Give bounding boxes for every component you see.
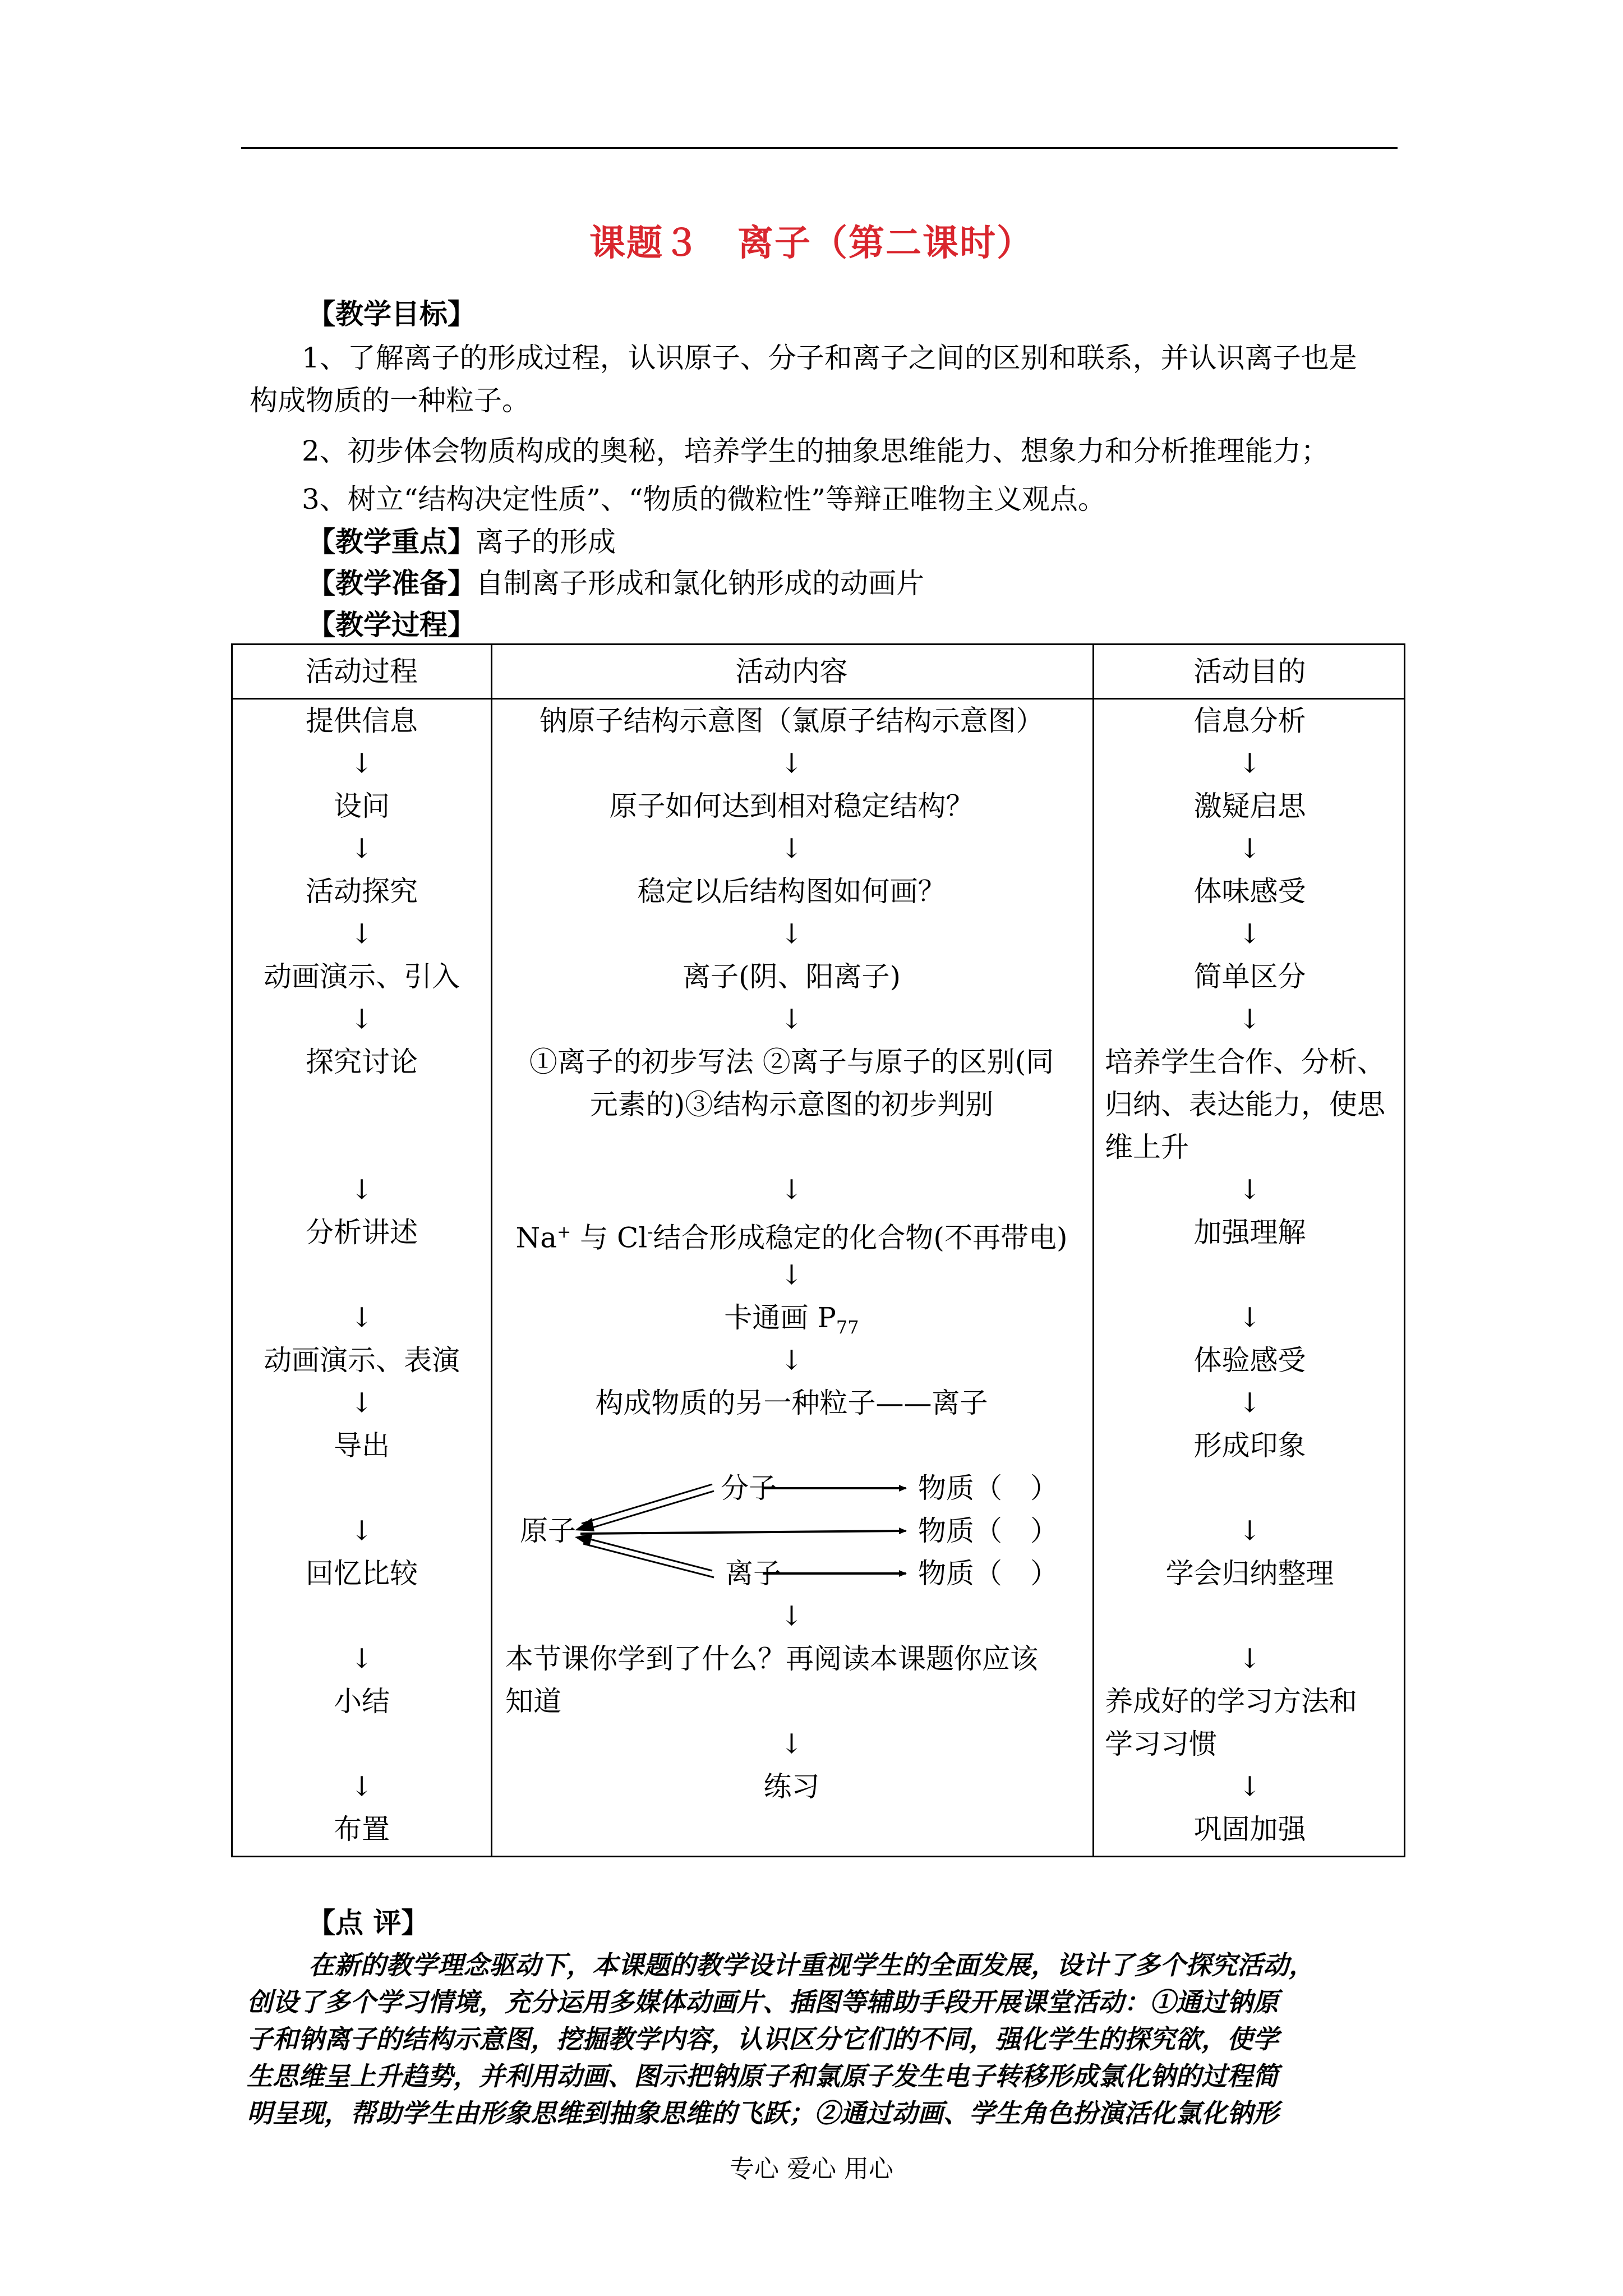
- activity-content: 练习: [763, 1770, 820, 1803]
- activity-purpose: 归纳、表达能力，使思: [1105, 1088, 1385, 1121]
- activity-content: ①离子的初步写法 ②离子与原子的区别(同: [529, 1046, 1054, 1078]
- down-arrow-icon: ↓: [350, 1771, 374, 1802]
- diagram-ion: 离子: [725, 1557, 781, 1590]
- down-arrow-icon: ↓: [1238, 1771, 1261, 1802]
- down-arrow-icon: ↓: [1238, 1387, 1261, 1419]
- process-step: 探究讨论: [306, 1046, 418, 1078]
- down-arrow-icon: ↓: [780, 1259, 803, 1291]
- page-title: 课题３ 离子（第二课时）: [589, 222, 1034, 264]
- objective-3: 3、树立“结构决定性质”、“物质的微粒性”等辩正唯物主义观点。: [302, 483, 1106, 516]
- table-header-process: 活动过程: [306, 655, 418, 688]
- activity-purpose: 体验感受: [1193, 1344, 1306, 1377]
- activity-purpose: 加强理解: [1193, 1216, 1306, 1249]
- activity-purpose: 养成好的学习方法和: [1105, 1685, 1357, 1718]
- activity-content: 钠原子结构示意图（氯原子结构示意图）: [539, 705, 1044, 737]
- atom-to-matter-arrow: [580, 1531, 906, 1534]
- activity-purpose: 简单区分: [1193, 960, 1306, 993]
- review-line: 明呈现，帮助学生由形象思维到抽象思维的飞跃；②通过动画、学生角色扮演活化氯化钠形: [247, 2098, 1279, 2128]
- process-step: 布置: [334, 1813, 390, 1846]
- down-arrow-icon: ↓: [1238, 1302, 1261, 1333]
- activity-table: [231, 643, 1405, 1857]
- down-arrow-icon: ↓: [1238, 1515, 1261, 1547]
- down-arrow-icon: ↓: [350, 1174, 374, 1205]
- down-arrow-icon: ↓: [1238, 748, 1261, 779]
- activity-purpose: 维上升: [1105, 1131, 1189, 1163]
- activity-purpose: 体味感受: [1193, 875, 1306, 908]
- process-step: 设问: [334, 790, 390, 822]
- activity-purpose: 信息分析: [1193, 705, 1306, 737]
- diagram-atom: 原子: [520, 1515, 576, 1547]
- down-arrow-icon: ↓: [350, 833, 374, 864]
- chloride-symbol: 与 Cl: [571, 1221, 648, 1254]
- activity-content: 本节课你学到了什么？再阅读本课题你应该: [505, 1642, 1038, 1675]
- key-point-text: 离子的形成: [476, 526, 616, 558]
- process-step: 动画演示、引入: [264, 960, 460, 993]
- down-arrow-icon: ↓: [780, 918, 803, 950]
- down-arrow-icon: ↓: [1238, 1004, 1261, 1035]
- down-arrow-icon: ↓: [780, 1345, 803, 1376]
- activity-content: 元素的)③结构示意图的初步判别: [589, 1088, 994, 1121]
- activity-purpose: 学习习惯: [1105, 1728, 1217, 1760]
- activity-content: 稳定以后结构图如何画？: [637, 875, 946, 908]
- page-footer: 专心 爱心 用心: [730, 2155, 893, 2183]
- activity-content: 原子如何达到相对稳定结构？: [609, 790, 974, 822]
- activity-content: 构成物质的另一种粒子——离子: [595, 1387, 988, 1419]
- review-line: 在新的教学理念驱动下，本课题的教学设计重视学生的全面发展，设计了多个探究活动，: [308, 1950, 1315, 1980]
- preparation-label: 【教学准备】: [307, 567, 476, 600]
- page-number: 77: [836, 1317, 859, 1338]
- atom-molecule-double-arrow: [575, 1484, 714, 1531]
- header-rule: [241, 147, 1398, 149]
- diagram-matter: 物质（ ）: [918, 1472, 1058, 1504]
- preparation: [307, 562, 924, 605]
- atom-ion-double-arrow: [575, 1533, 714, 1577]
- down-arrow-icon: ↓: [350, 1302, 374, 1333]
- down-arrow-icon: ↓: [350, 1643, 374, 1674]
- process-step: 动画演示、表演: [264, 1344, 460, 1377]
- process-step: 导出: [334, 1429, 390, 1462]
- down-arrow-icon: ↓: [1238, 833, 1261, 864]
- down-arrow-icon: ↓: [1238, 1174, 1261, 1205]
- activity-purpose: 形成印象: [1193, 1429, 1306, 1462]
- down-arrow-icon: ↓: [780, 833, 803, 864]
- down-arrow-icon: ↓: [350, 1387, 374, 1419]
- process-step: 回忆比较: [306, 1557, 418, 1590]
- sodium-ion-symbol: Na: [515, 1221, 557, 1254]
- down-arrow-icon: ↓: [350, 1515, 374, 1547]
- plus-charge: +: [557, 1222, 571, 1242]
- down-arrow-icon: ↓: [780, 1174, 803, 1205]
- review-line: 子和钠离子的结构示意图，挖掘教学内容，认识区分它们的不同，强化学生的探究欲，使学: [247, 2024, 1279, 2054]
- down-arrow-icon: ↓: [350, 918, 374, 950]
- cartoon-text: 卡通画 P: [724, 1301, 836, 1334]
- key-point: [307, 521, 616, 563]
- review-heading: 【点 评】: [307, 1906, 430, 1939]
- down-arrow-icon: ↓: [780, 1004, 803, 1035]
- activity-purpose: 培养学生合作、分析、: [1105, 1046, 1385, 1078]
- activity-purpose: 学会归纳整理: [1165, 1557, 1334, 1590]
- objectives-heading: 【教学目标】: [307, 297, 476, 330]
- objective-1: 1、了解离子的形成过程，认识原子、分子和离子之间的区别和联系，并认识离子也是: [302, 342, 1357, 374]
- objective-2: 2、初步体会物质构成的奥秘，培养学生的抽象思维能力、想象力和分析推理能力；: [302, 435, 1329, 467]
- process-heading: 【教学过程】: [307, 608, 476, 641]
- activity-purpose: 激疑启思: [1193, 790, 1306, 822]
- diagram-molecule: 分子: [721, 1472, 777, 1504]
- process-step: 分析讲述: [306, 1216, 418, 1249]
- activity-purpose: 巩固加强: [1193, 1813, 1306, 1846]
- down-arrow-icon: ↓: [350, 748, 374, 779]
- process-step: 提供信息: [306, 705, 418, 737]
- table-header-purpose: 活动目的: [1193, 655, 1306, 688]
- objective-1-cont: 构成物质的一种粒子。: [250, 384, 530, 417]
- down-arrow-icon: ↓: [350, 1004, 374, 1035]
- review-line: 创设了多个学习情境，充分运用多媒体动画片、插图等辅助手段开展课堂活动：①通过钠原: [247, 1987, 1279, 2017]
- process-step: 活动探究: [306, 875, 418, 908]
- down-arrow-icon: ↓: [1238, 918, 1261, 950]
- minus-charge: -: [647, 1222, 653, 1242]
- down-arrow-icon: ↓: [780, 1728, 803, 1760]
- diagram-matter: 物质（ ）: [918, 1515, 1058, 1547]
- preparation-text: 自制离子形成和氯化钠形成的动画片: [476, 567, 924, 600]
- down-arrow-icon: ↓: [1238, 1643, 1261, 1674]
- down-arrow-icon: ↓: [780, 1600, 803, 1632]
- down-arrow-icon: ↓: [780, 748, 803, 779]
- activity-content: 知道: [505, 1685, 561, 1718]
- activity-content: 离子(阴、阳离子): [682, 960, 901, 993]
- process-step: 小结: [334, 1685, 390, 1718]
- review-line: 生思维呈上升趋势，并利用动画、图示把钠原子和氯原子发生电子转移形成氯化钠的过程简: [247, 2061, 1279, 2091]
- review-text: [247, 1947, 1396, 2132]
- key-point-label: 【教学重点】: [307, 525, 476, 558]
- table-header-content: 活动内容: [735, 655, 848, 688]
- diagram-matter: 物质（ ）: [918, 1557, 1058, 1590]
- compound-text: 结合形成稳定的化合物(不再带电): [653, 1221, 1068, 1254]
